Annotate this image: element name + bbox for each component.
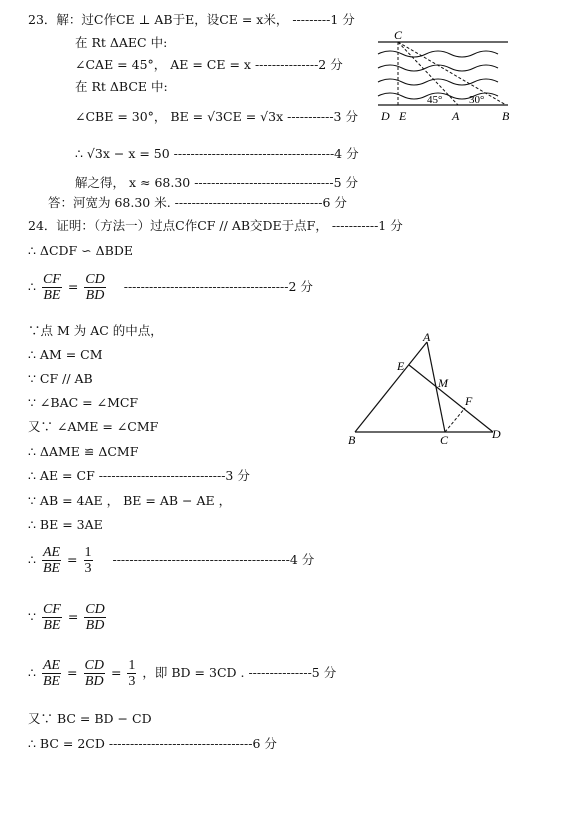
- q23-line-6: ∴ √3x − x = 50 --------------------------------------4 分: [75, 146, 359, 161]
- label-c: C: [394, 28, 403, 42]
- fraction-one-third-2: $\frac{1}{3}$: [128, 658, 136, 689]
- q24-line-14: ∵ $\frac{CF}{BE}$ = $\frac{CD}{BD}$: [28, 602, 105, 633]
- label-b: B: [502, 109, 510, 123]
- q24-line-15: ∴ $\frac{AE}{BE}$ = $\frac{CD}{BD}$ = $\frac{1}{3}$ ，即 BD = 3CD . ---------------5 分: [28, 658, 337, 689]
- angle-45-label: 45°: [427, 94, 443, 106]
- q23-line-7: 解之得， x ≈ 68.30 ---------------------------------5 分: [75, 175, 359, 190]
- label-d: D: [492, 427, 501, 441]
- label-m: M: [438, 376, 448, 390]
- fraction-ae-be-2: $\frac{AE}{BE}$: [42, 658, 61, 689]
- fraction-cd-bd-3: $\frac{CD}{BD}$: [84, 658, 104, 689]
- line-cf: [445, 408, 465, 432]
- fraction-one-third: $\frac{1}{3}$: [84, 545, 92, 576]
- triangle-figure: [335, 332, 510, 447]
- label-e: E: [397, 359, 405, 373]
- q23-line-4: 在 Rt ΔBCE 中:: [75, 79, 168, 94]
- q24-line-1: 24．证明：（方法一）过点C作CF // AB交DE于点F， -----------1 分: [28, 218, 403, 233]
- q24-line-6: ∵ CF // AB: [28, 371, 93, 386]
- q24-line-16: 又∵ BC = BD − CD: [28, 711, 152, 726]
- label-a: A: [452, 109, 460, 123]
- q24-line-2: ∴ ΔCDF ∽ ΔBDE: [28, 243, 133, 258]
- label-c: C: [440, 433, 449, 447]
- fraction-cf-be: $\frac{CF}{BE}$: [42, 272, 61, 303]
- fraction-ae-be: $\frac{AE}{BE}$: [42, 545, 61, 576]
- line-ba: [355, 342, 427, 432]
- q24-line-12: ∴ BE = 3AE: [28, 517, 103, 532]
- river-figure: [372, 28, 522, 128]
- q24-line-4: ∵点 M 为 AC 的中点，: [28, 323, 163, 338]
- q23-line-1: 23．解：过C作CE ⊥ AB于E，设CE = x米， ---------1 分: [28, 12, 355, 27]
- label-e: E: [399, 109, 407, 123]
- q23-line-3: ∠CAE = 45°， AE = CE = x ---------------2 分: [75, 57, 343, 72]
- q23-line-5: ∠CBE = 30°， BE = √3CE = √3x -----------3 分: [75, 109, 358, 124]
- q24-line-9: ∴ ΔAME ≌ ΔCMF: [28, 444, 139, 459]
- q24-line-17: ∴ BC = 2CD ----------------------------------6 分: [28, 736, 277, 751]
- fraction-cd-bd-2: $\frac{CD}{BD}$: [85, 602, 105, 633]
- label-f: F: [465, 394, 473, 408]
- q24-line-10: ∴ AE = CF ------------------------------3 分: [28, 468, 250, 483]
- q24-line-7: ∵ ∠BAC = ∠MCF: [28, 395, 139, 410]
- fraction-cf-be-2: $\frac{CF}{BE}$: [42, 602, 61, 633]
- q24-line-3: ∴ $\frac{CF}{BE}$ = $\frac{CD}{BD}$ ---------------------------------------2 分: [28, 272, 313, 303]
- river-waves: [378, 51, 498, 99]
- q24-line-5: ∴ AM = CM: [28, 347, 103, 362]
- q24-line-11: ∵ AB = 4AE ， BE = AB − AE ，: [28, 493, 232, 508]
- angle-30-label: 30°: [469, 94, 485, 106]
- label-d: D: [381, 109, 390, 123]
- q24-line-13: ∴ $\frac{AE}{BE}$ = $\frac{1}{3}$ ------------------------------------------4 分: [28, 545, 315, 576]
- q23-line-2: 在 Rt ΔAEC 中:: [75, 35, 168, 50]
- line-ed: [409, 365, 493, 432]
- q24-line-8: 又∵ ∠AME = ∠CMF: [28, 419, 159, 434]
- label-b: B: [348, 433, 356, 447]
- q23-line-8: 答：河宽为 68.30 米. -----------------------------------6 分: [48, 195, 347, 210]
- fraction-cd-bd: $\frac{CD}{BD}$: [85, 272, 105, 303]
- label-a: A: [423, 332, 431, 344]
